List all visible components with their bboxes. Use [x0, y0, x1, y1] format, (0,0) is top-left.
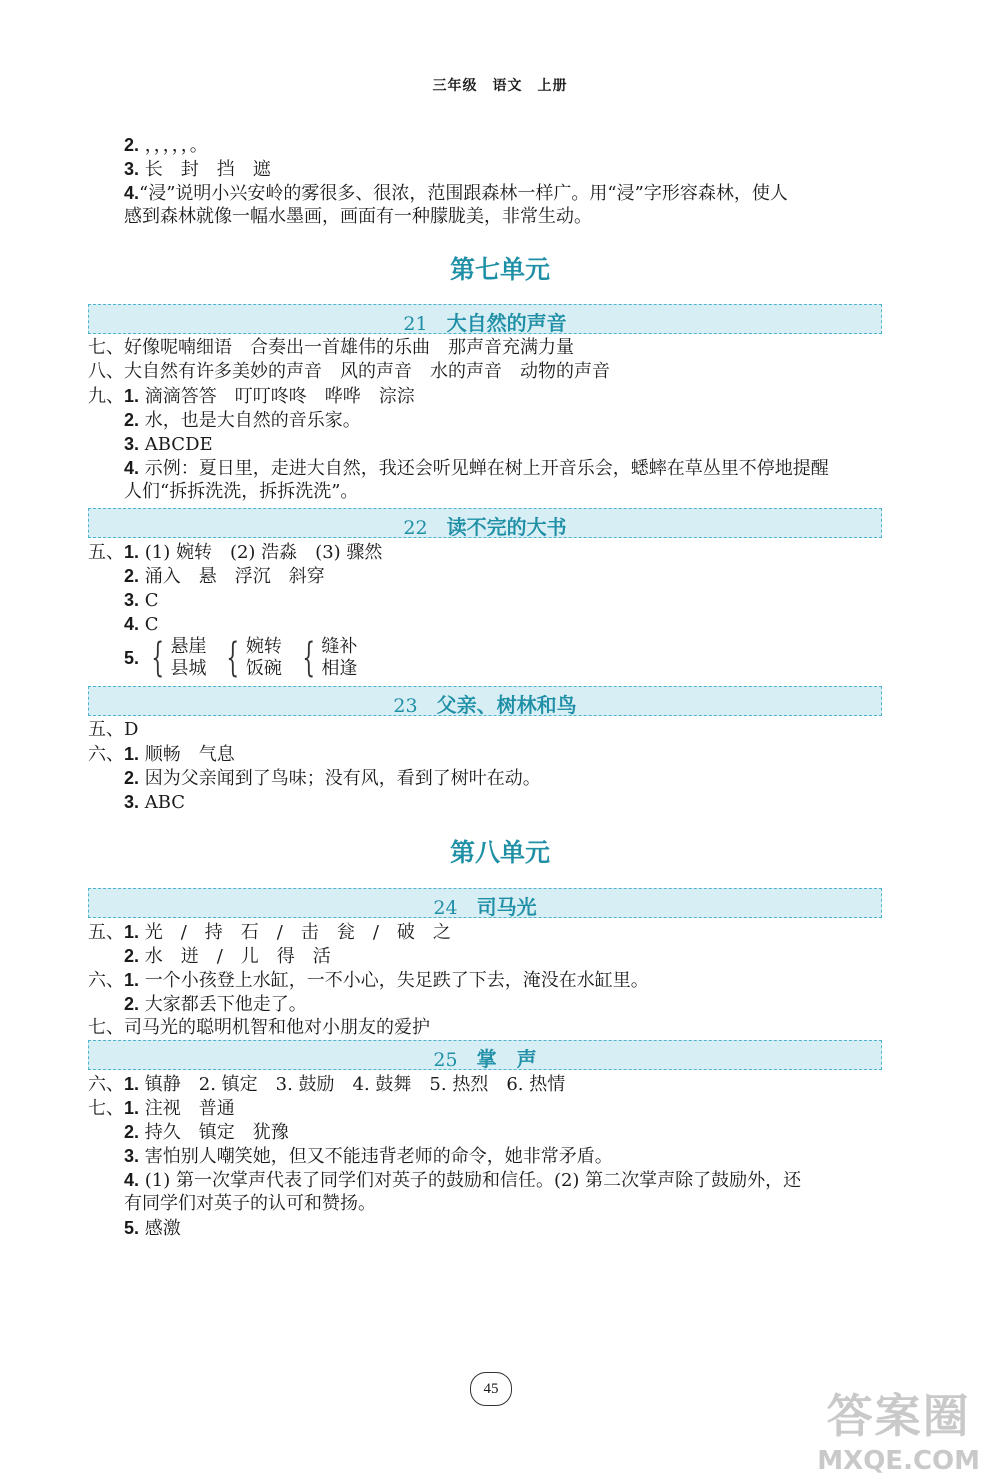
word: 缝补	[321, 636, 358, 657]
item-number: 2.	[124, 946, 140, 966]
answer-line	[88, 718, 138, 742]
watermark-url: MXQE.COM	[817, 1446, 980, 1476]
lesson-title	[89, 1043, 881, 1072]
answer-line	[88, 540, 382, 565]
answer-line	[124, 205, 592, 229]
page-number: 45	[470, 1372, 512, 1406]
answer-text: ，，，，，。	[139, 135, 208, 156]
lesson-title	[89, 689, 881, 718]
answer-text: 顺畅 气息	[139, 744, 235, 765]
item-number: 1.	[124, 744, 140, 764]
answer-text: 害怕别人嘲笑她，但又不能违背老师的命令，她非常矛盾。	[139, 1146, 613, 1167]
lesson-banner-25	[88, 1040, 882, 1070]
item-number: 5.	[124, 648, 140, 668]
item-number: 2.	[124, 410, 140, 430]
answer-line	[88, 1016, 430, 1040]
answer-text: 因为父亲闻到了鸟味；没有风，看到了树叶在动。	[139, 768, 541, 789]
answer-line	[88, 1096, 235, 1121]
answer-text: 水，也是大自然的音乐家。	[139, 410, 361, 431]
lesson-name: 司马光	[476, 895, 537, 919]
page-header: 三年级 语文 上册	[432, 78, 568, 94]
item-number: 2.	[124, 135, 140, 155]
lesson-number: 23	[393, 695, 437, 717]
answer-text: 感到森林就像一幅水墨画，画面有一种朦胧美，非常生动。	[124, 206, 592, 227]
brace-group	[296, 636, 357, 680]
answer-text: C	[139, 614, 159, 635]
item-number: 1.	[124, 970, 140, 990]
word-pair	[170, 636, 206, 680]
answer-line	[88, 968, 649, 993]
item-number: 3.	[124, 434, 140, 454]
answer-text: D	[124, 719, 139, 740]
brace-symbol: {	[151, 635, 165, 681]
item-number: 2.	[124, 768, 140, 788]
watermark-logo	[817, 1380, 980, 1476]
item-number: 4.	[124, 1170, 140, 1190]
item-number: 4.	[124, 183, 140, 203]
answer-line	[88, 384, 415, 409]
answer-text: 大自然有许多美妙的声音 风的声音 水的声音 动物的声音	[124, 361, 610, 382]
answer-line	[124, 157, 271, 182]
question-prefix: 七、	[88, 1098, 124, 1119]
answer-line	[124, 1120, 289, 1145]
lesson-number: 22	[403, 517, 447, 539]
answer-text: “浸”说明小兴安岭的雾很多、很浓，范围跟森林一样广。用“浸”字形容森林，使人	[139, 183, 788, 204]
lesson-number: 24	[433, 897, 477, 919]
item-number: 1.	[124, 922, 140, 942]
answer-text: ABCDE	[139, 434, 213, 455]
answer-text: ABC	[139, 792, 186, 813]
brace-group	[220, 636, 281, 680]
answer-line	[88, 336, 574, 360]
lesson-name: 读不完的大书	[446, 515, 567, 539]
lesson-title	[89, 891, 881, 920]
item-number: 5.	[124, 1218, 140, 1238]
word: 婉转	[245, 636, 282, 657]
word: 相逢	[321, 658, 358, 679]
answer-text: (1) 第一次掌声代表了同学们对英子的鼓励和信任。(2) 第二次掌声除了鼓励外，还	[139, 1170, 802, 1191]
item-number: 4.	[124, 458, 140, 478]
question-prefix: 八、	[88, 361, 124, 382]
question-prefix: 六、	[88, 744, 124, 765]
answer-line	[124, 612, 159, 637]
answer-text: 有同学们对英子的认可和赞扬。	[124, 1193, 376, 1214]
question-prefix: 七、	[88, 1017, 124, 1038]
answer-text: 司马光的聪明机智和他对小朋友的爱护	[124, 1017, 430, 1038]
answer-text: 人们“拆拆洗洗，拆拆洗洗”。	[124, 481, 359, 502]
answer-text: 感激	[139, 1218, 181, 1239]
answer-text: 长 封 挡 遮	[139, 159, 271, 180]
answer-line	[88, 920, 451, 945]
answer-text: 好像呢喃细语 合奏出一首雄伟的乐曲 那声音充满力量	[124, 337, 574, 358]
lesson-number: 25	[433, 1049, 477, 1071]
answer-text: (1) 婉转 (2) 浩淼 (3) 骤然	[139, 542, 383, 563]
question-prefix: 五、	[88, 922, 124, 943]
answer-line-braces	[124, 636, 365, 680]
answer-line	[124, 456, 829, 481]
lesson-banner-22	[88, 508, 882, 538]
item-number: 1.	[124, 386, 140, 406]
item-number: 1.	[124, 1074, 140, 1094]
answer-text: C	[139, 590, 159, 611]
brace-symbol: {	[226, 635, 240, 681]
answer-text: 示例：夏日里，走进大自然，我还会听见蝉在树上开音乐会，蟋蟀在草丛里不停地提醒	[139, 458, 829, 479]
answer-line	[124, 181, 788, 206]
word-pair	[246, 636, 282, 680]
answer-text: 水 迸 / 儿 得 活	[139, 946, 331, 967]
item-number: 3.	[124, 590, 140, 610]
lesson-banner-24	[88, 888, 882, 918]
answer-line	[124, 408, 361, 433]
lesson-name: 大自然的声音	[446, 311, 567, 335]
answer-line	[124, 790, 185, 815]
answer-line	[124, 480, 358, 504]
unit-title-8: 第八单元	[449, 838, 550, 867]
answer-line	[124, 564, 325, 589]
answer-line	[124, 133, 208, 158]
question-prefix: 七、	[88, 337, 124, 358]
answer-line	[124, 944, 331, 969]
word-pair	[321, 636, 357, 680]
answer-line	[88, 742, 235, 767]
item-number: 4.	[124, 614, 140, 634]
question-prefix: 六、	[88, 970, 124, 991]
lesson-title	[89, 307, 881, 336]
answer-text: 镇静 2. 镇定 3. 鼓励 4. 鼓舞 5. 热烈 6. 热情	[139, 1074, 566, 1095]
answer-line	[124, 766, 541, 791]
item-number: 3.	[124, 159, 140, 179]
answer-line	[88, 360, 610, 384]
answer-text: 注视 普通	[139, 1098, 235, 1119]
answer-line	[124, 1192, 376, 1216]
lesson-title	[89, 511, 881, 540]
question-prefix: 九、	[88, 386, 124, 407]
answer-line	[124, 1144, 613, 1169]
answer-line	[124, 1168, 801, 1193]
answer-line	[124, 992, 307, 1017]
word: 悬崖	[170, 636, 207, 657]
answer-text: 一个小孩登上水缸，一不小心，失足跌了下去，淹没在水缸里。	[139, 970, 649, 991]
answer-text: 大家都丢下他走了。	[139, 994, 307, 1015]
answer-text: 滴滴答答 叮叮咚咚 哗哗 淙淙	[139, 386, 415, 407]
item-number: 3.	[124, 1146, 140, 1166]
brace-group	[145, 636, 206, 680]
lesson-name: 掌 声	[476, 1047, 537, 1071]
lesson-number: 21	[403, 313, 447, 335]
answer-text: 光 / 持 石 / 击 瓮 / 破 之	[139, 922, 451, 943]
item-number: 2.	[124, 994, 140, 1014]
item-number: 3.	[124, 792, 140, 812]
brace-symbol: {	[302, 635, 316, 681]
watermark-text: 答案圈	[826, 1389, 971, 1443]
answer-line	[124, 588, 159, 613]
answer-line	[124, 1216, 181, 1241]
answer-line	[124, 432, 213, 457]
question-prefix: 五、	[88, 719, 124, 740]
answer-text: 持久 镇定 犹豫	[139, 1122, 289, 1143]
item-number: 2.	[124, 566, 140, 586]
word: 县城	[170, 658, 207, 679]
item-number: 1.	[124, 542, 140, 562]
question-prefix: 六、	[88, 1074, 124, 1095]
item-number: 1.	[124, 1098, 140, 1118]
answer-line	[88, 1072, 565, 1097]
unit-title-7: 第七单元	[449, 255, 550, 284]
word: 饭碗	[245, 658, 282, 679]
answer-text: 涌入 悬 浮沉 斜穿	[139, 566, 325, 587]
lesson-banner-21	[88, 304, 882, 334]
lesson-name: 父亲、树林和鸟	[436, 693, 577, 717]
lesson-banner-23	[88, 686, 882, 716]
question-prefix: 五、	[88, 542, 124, 563]
item-number: 2.	[124, 1122, 140, 1142]
